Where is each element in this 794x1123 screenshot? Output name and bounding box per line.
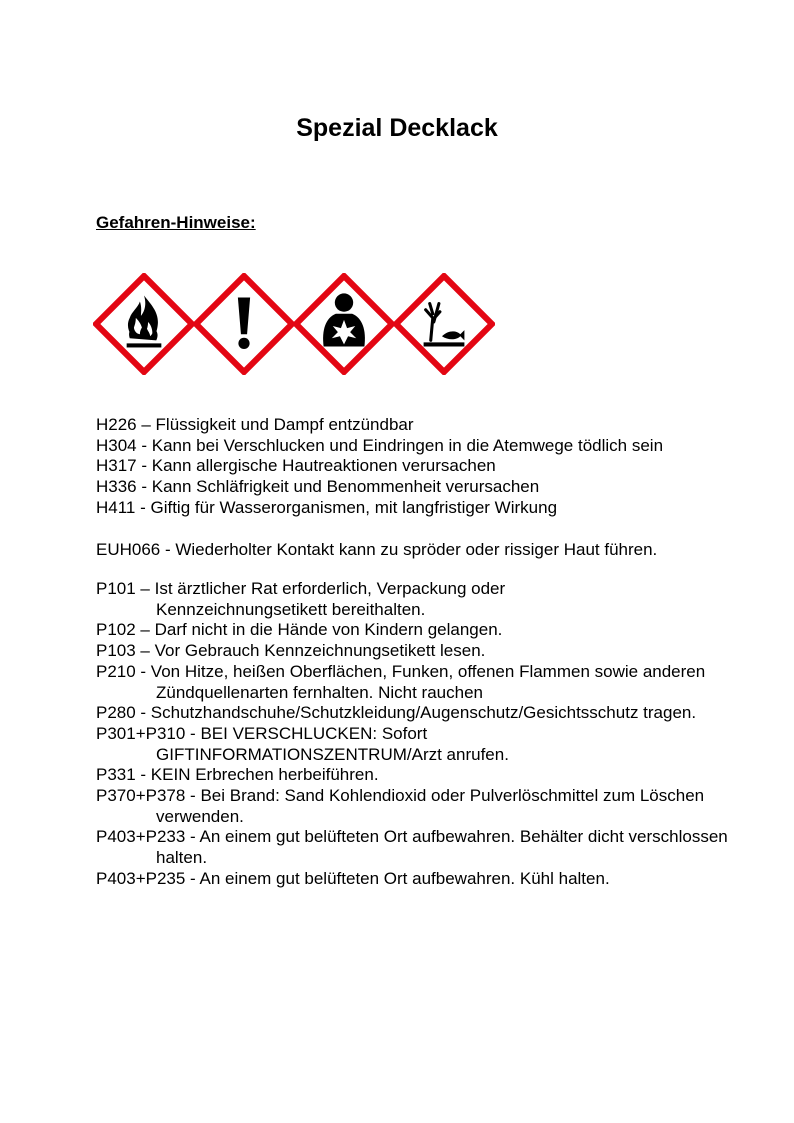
p-statements-list xyxy=(96,579,736,890)
flame-icon xyxy=(93,273,195,375)
p-statement: P403+P233 - An einem gut belüfteten Ort aufbewahren. Behälter dicht verschlossen halten. xyxy=(96,827,728,868)
h-statement: H226 – Flüssigkeit und Dampf entzündbar xyxy=(96,415,414,434)
h-statements-list xyxy=(96,415,736,519)
p-statement: P280 - Schutzhandschuhe/Schutzkleidung/Augenschutz/Gesichtsschutz tragen. xyxy=(96,703,697,723)
environment-icon xyxy=(393,273,495,375)
p-statement: P102 – Darf nicht in die Hände von Kindern gelangen. xyxy=(96,620,503,640)
p-statement: P403+P235 - An einem gut belüfteten Ort aufbewahren. Kühl halten. xyxy=(96,868,610,888)
p-statement: P331 - KEIN Erbrechen herbeiführen. xyxy=(96,765,379,785)
ghs-pictogram-row xyxy=(93,273,495,375)
h-statement: H317 - Kann allergische Hautreaktionen verursachen xyxy=(96,456,496,476)
p-statement: P101 – Ist ärztlicher Rat erforderlich, Verpackung oder Kennzeichnungsetikett bereithalten. xyxy=(96,579,506,619)
h-statement: H411 - Giftig für Wasserorganismen, mit langfristiger Wirkung xyxy=(96,497,558,517)
h-statement: H304 - Kann bei Verschlucken und Eindringen in die Atemwege tödlich sein xyxy=(96,435,664,455)
hazard-heading: Gefahren-Hinweise: xyxy=(96,213,256,232)
h-statement: H336 - Kann Schläfrigkeit und Benommenheit verursachen xyxy=(96,477,540,497)
p-statement: P103 – Vor Gebrauch Kennzeichnungsetikett lesen. xyxy=(96,641,486,661)
page-title: Spezial Decklack xyxy=(296,114,498,142)
euh-statement: EUH066 - Wiederholter Kontakt kann zu spröder oder rissiger Haut führen. xyxy=(96,540,658,559)
p-statement: P210 - Von Hitze, heißen Oberflächen, Funken, offenen Flammen sowie anderen Zündquellenarten fernhalten. Nicht rauchen xyxy=(96,661,706,702)
p-statement: P370+P378 - Bei Brand: Sand Kohlendioxid oder Pulverlöschmittel zum Löschen verwenden. xyxy=(96,786,705,826)
euh-statements-list xyxy=(96,540,736,561)
p-statement: P301+P310 - BEI VERSCHLUCKEN: Sofort GIFTINFORMATIONSZENTRUM/Arzt anrufen. xyxy=(96,723,509,764)
health-hazard-icon xyxy=(293,273,395,375)
exclamation-mark-icon xyxy=(193,273,295,375)
